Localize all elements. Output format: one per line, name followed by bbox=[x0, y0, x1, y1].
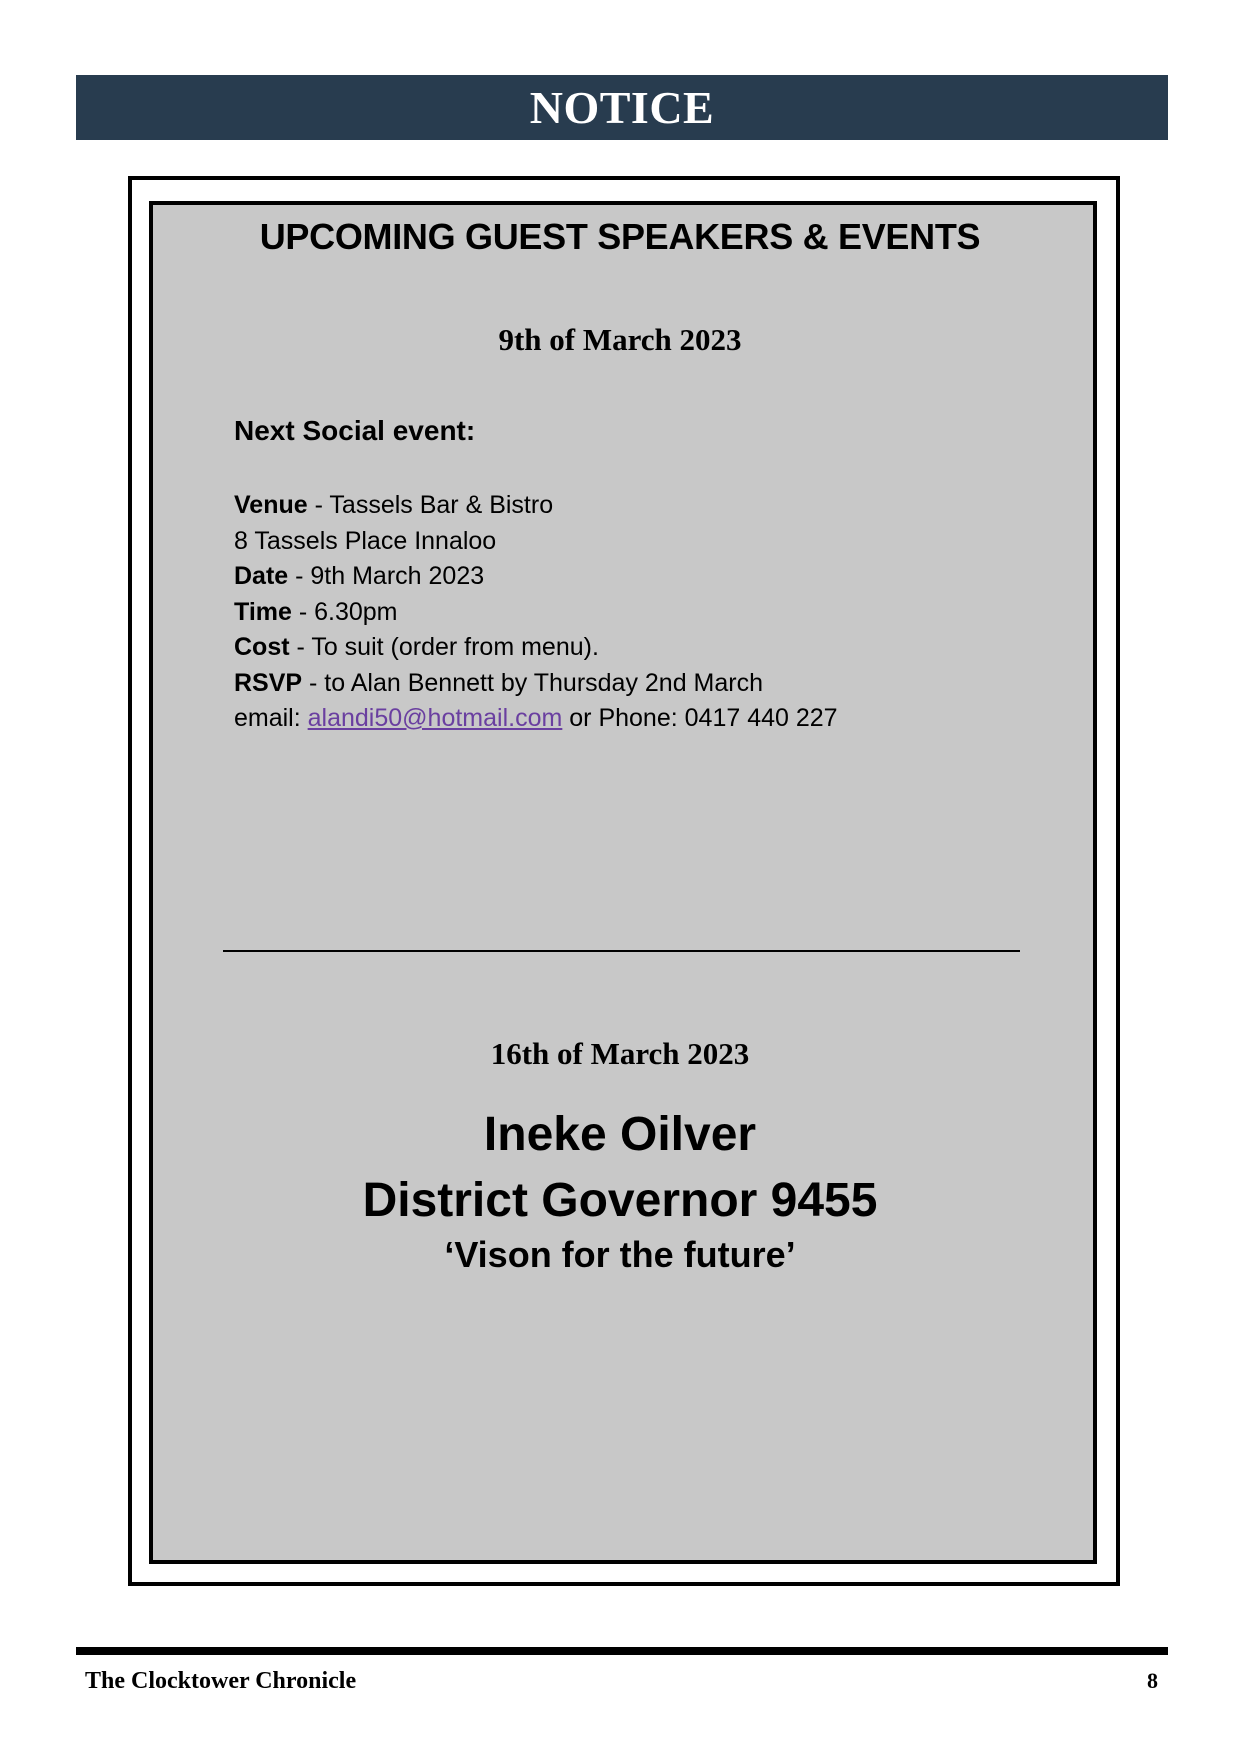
banner-title: NOTICE bbox=[529, 82, 715, 133]
email-link[interactable]: alandi50@hotmail.com bbox=[307, 704, 563, 732]
venue-value: - Tassels Bar & Bistro bbox=[307, 491, 554, 519]
cost-value: - To suit (order from menu). bbox=[289, 633, 599, 661]
time-value: - 6.30pm bbox=[291, 597, 398, 626]
event2-date: 16th of March 2023 bbox=[490, 1036, 750, 1071]
date-value: - 9th March 2023 bbox=[288, 562, 485, 590]
speaker-role: District Governor 9455 bbox=[362, 1174, 878, 1227]
talk-title: ‘Vison for the future’ bbox=[444, 1234, 796, 1275]
rsvp-label: RSVP bbox=[234, 668, 303, 697]
contact-row bbox=[234, 701, 838, 737]
phone-text: or Phone: 0417 440 227 bbox=[562, 704, 838, 732]
date-row bbox=[234, 559, 838, 595]
events-panel bbox=[149, 201, 1097, 1564]
events-heading: UPCOMING GUEST SPEAKERS & EVENTS bbox=[259, 216, 981, 257]
date-label: Date bbox=[234, 562, 289, 590]
rsvp-row bbox=[234, 666, 838, 702]
rsvp-value: - to Alan Bennett by Thursday 2nd March bbox=[302, 668, 764, 697]
social-event-title: Next Social event: bbox=[234, 415, 476, 446]
email-label: email: bbox=[234, 704, 308, 732]
footer-rule bbox=[76, 1647, 1168, 1655]
cost-row bbox=[234, 630, 838, 666]
speaker-name: Ineke Oilver bbox=[483, 1108, 757, 1161]
venue-label: Venue bbox=[234, 491, 308, 519]
address-row: 8 Tassels Place Innaloo bbox=[234, 526, 497, 555]
time-row bbox=[234, 595, 838, 631]
cost-label: Cost bbox=[234, 633, 290, 661]
notice-banner bbox=[76, 75, 1168, 140]
time-label: Time bbox=[234, 597, 292, 626]
event1-details bbox=[234, 488, 838, 737]
event1-date: 9th of March 2023 bbox=[498, 322, 742, 357]
publication-name: The Clocktower Chronicle bbox=[85, 1668, 357, 1694]
page-number: 8 bbox=[1147, 1668, 1158, 1693]
speaker-block bbox=[0, 1102, 1240, 1234]
section-divider bbox=[223, 950, 1020, 952]
venue-row bbox=[234, 488, 838, 524]
